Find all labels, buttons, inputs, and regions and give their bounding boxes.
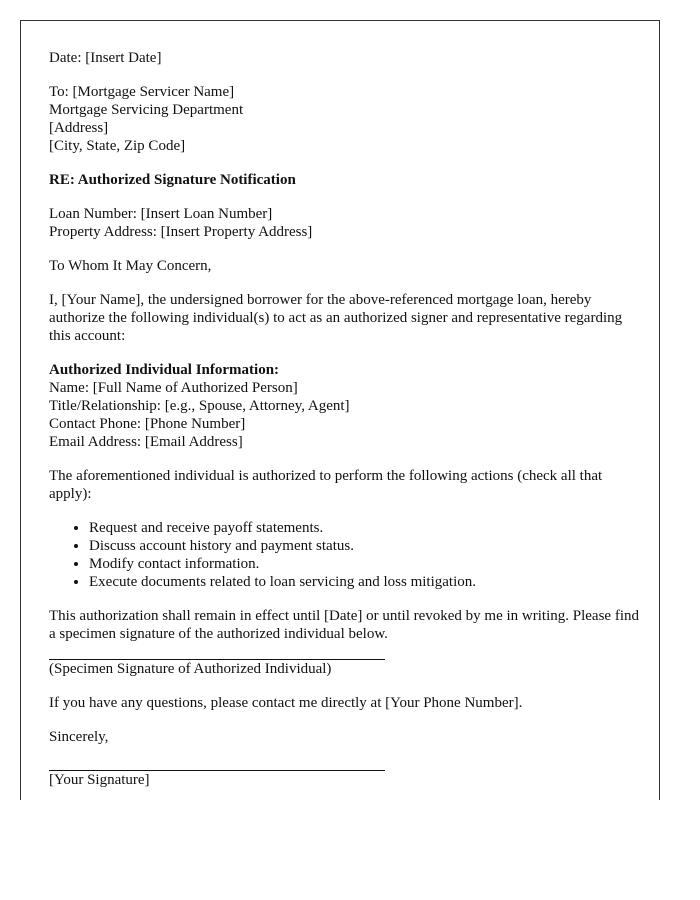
authorized-phone: Contact Phone: [Phone Number]: [49, 416, 246, 432]
signature-label: [Your Signature]: [49, 772, 150, 788]
salutation: To Whom It May Concern,: [49, 258, 212, 274]
letter-page: [20, 20, 660, 800]
letter-body: [49, 49, 639, 789]
letter-subject: RE: Authorized Signature Notification: [49, 172, 296, 188]
recipient-city-state-zip: [City, State, Zip Code]: [49, 138, 186, 154]
authorized-title: Title/Relationship: [e.g., Spouse, Attorney, Agent]: [49, 398, 350, 414]
recipient-to: To: [Mortgage Servicer Name]: [49, 84, 235, 100]
list-item: • Execute documents related to loan servicing and loss mitigation.: [89, 573, 639, 591]
intro-paragraph: I, [Your Name], the undersigned borrower for the above-referenced mortgage loan, hereby authorize the following individual(s) to act as an authorized signer and representative regarding this account:: [49, 292, 623, 344]
loan-number: Loan Number: [Insert Loan Number]: [49, 206, 273, 222]
letter-date: Date: [Insert Date]: [49, 50, 162, 66]
closing: Sincerely,: [49, 729, 109, 745]
list-item: • Modify contact information.: [89, 555, 639, 573]
authorized-name: Name: [Full Name of Authorized Person]: [49, 380, 298, 396]
list-item: • Request and receive payoff statements.: [89, 519, 639, 537]
actions-intro: The aforementioned individual is authorized to perform the following actions (check all that apply):: [49, 468, 603, 502]
duration-paragraph: This authorization shall remain in effect until [Date] or until revoked by me in writing. Please find a specimen signature of the authorized individual below.: [49, 608, 639, 642]
recipient-block: [49, 83, 639, 155]
questions-paragraph: If you have any questions, please contact me directly at [Your Phone Number].: [49, 695, 523, 711]
recipient-department: Mortgage Servicing Department: [49, 102, 244, 118]
authorized-info-block: [49, 361, 639, 451]
list-item: • Discuss account history and payment status.: [89, 537, 639, 555]
loan-details: [49, 205, 639, 241]
property-address: Property Address: [Insert Property Address]: [49, 224, 313, 240]
specimen-signature-caption: (Specimen Signature of Authorized Individual): [49, 661, 332, 677]
recipient-address: [Address]: [49, 120, 109, 136]
actions-list: [49, 519, 639, 591]
authorized-heading: Authorized Individual Information:: [49, 362, 280, 378]
authorized-email: Email Address: [Email Address]: [49, 434, 243, 450]
